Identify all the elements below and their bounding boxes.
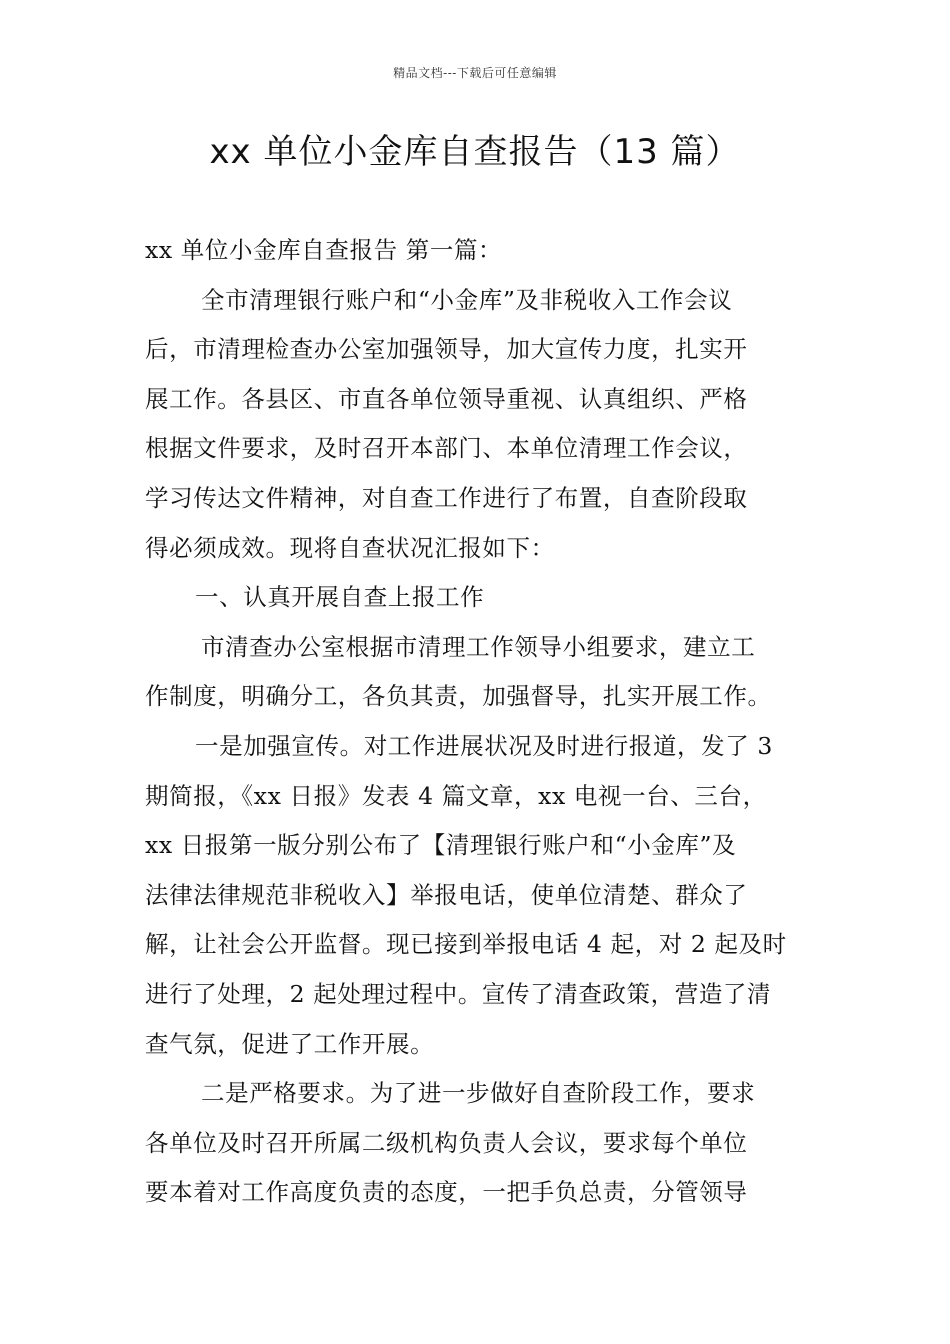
- paragraph-line: 后，市清理检查办公室加强领导，加大宣传力度，扎实开: [145, 335, 748, 364]
- paragraph-line: 学习传达文件精神，对自查工作进行了布置，自查阶段取: [145, 483, 748, 512]
- section-heading: xx 单位小金库自查报告 第一篇：: [145, 236, 503, 264]
- paragraph-line: 市清查办公室根据市清理工作领导小组要求，建立工: [201, 632, 756, 661]
- header-note: 精品文档---下载后可任意编辑: [393, 66, 557, 80]
- paragraph-line: 展工作。各县区、市直各单位领导重视、认真组织、严格: [145, 384, 748, 413]
- paragraph-line: 一是加强宣传。对工作进展状况及时进行报道，发了 3: [195, 731, 773, 760]
- paragraph-line: 期简报，《xx 日报》发表 4 篇文章，xx 电视一台、三台，: [145, 781, 767, 810]
- paragraph-line: 法律法律规范非税收入】举报电话，使单位清楚、群众了: [145, 880, 748, 909]
- paragraph-line: 各单位及时召开所属二级机构负责人会议，要求每个单位: [145, 1128, 748, 1157]
- paragraph-line: xx 日报第一版分别公布了【清理银行账户和“小金库”及: [145, 831, 737, 860]
- paragraph-line: 根据文件要求，及时召开本部门、本单位清理工作会议，: [145, 434, 748, 463]
- paragraph-line: 作制度，明确分工，各负其责，加强督导，扎实开展工作。: [145, 682, 772, 711]
- document-body: [145, 226, 825, 1218]
- paragraph-line: 要本着对工作高度负责的态度，一把手负总责，分管领导: [145, 1178, 748, 1207]
- paragraph-line: 查气氛，促进了工作开展。: [145, 1029, 435, 1058]
- paragraph-line: 全市清理银行账户和“小金库”及非税收入工作会议: [201, 285, 733, 314]
- paragraph-line: 得必须成效。现将自查状况汇报如下：: [145, 533, 555, 562]
- document-title: xx 单位小金库自查报告（13 篇）: [209, 132, 741, 172]
- paragraph-line: 进行了处理，2 起处理过程中。宣传了清查政策，营造了清: [145, 979, 772, 1008]
- paragraph-line: 解，让社会公开监督。现已接到举报电话 4 起，对 2 起及时: [145, 930, 787, 959]
- paragraph-line: 二是严格要求。为了进一步做好自查阶段工作，要求: [201, 1079, 756, 1108]
- subheading: 一、认真开展自查上报工作: [195, 583, 485, 612]
